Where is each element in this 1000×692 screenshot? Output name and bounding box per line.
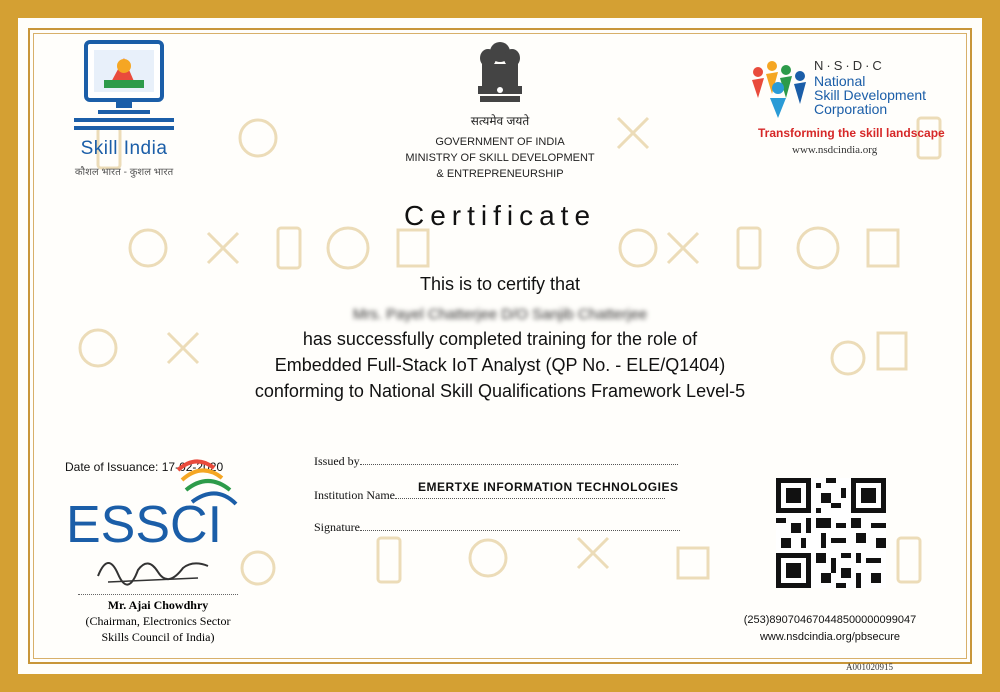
signature-label: Signature bbox=[314, 520, 360, 534]
certificate-body bbox=[18, 18, 982, 674]
signatory-name: Mr. Ajai Chowdhry bbox=[107, 598, 209, 612]
nsdc-logo-icon bbox=[748, 58, 808, 118]
nsdc-website: www.nsdcindia.org bbox=[792, 144, 878, 156]
essci-logo bbox=[66, 450, 256, 560]
completion-line: has successfully completed training for the role of bbox=[302, 329, 698, 349]
dotted-line bbox=[360, 454, 678, 465]
role-line: Embedded Full-Stack IoT Analyst (QP No. - ELE/Q1404) bbox=[274, 355, 726, 375]
ashoka-emblem-icon bbox=[470, 38, 530, 112]
skill-india-logo bbox=[64, 36, 184, 136]
institution-label: Institution Name bbox=[314, 488, 395, 502]
signature-image bbox=[88, 546, 218, 590]
nsdc-tagline: Transforming the skill landscape bbox=[758, 126, 945, 140]
nsdc-name bbox=[814, 74, 926, 116]
nsdc-name-line-1: National bbox=[814, 73, 866, 89]
qr-verification-code: (253)890704670448500000099047 bbox=[743, 614, 917, 626]
signatory-title-1: (Chairman, Electronics Sector bbox=[85, 614, 231, 628]
dotted-line bbox=[395, 488, 665, 499]
nsdc-name-line-3: Corporation bbox=[814, 101, 888, 117]
signatory-title-2: Skills Council of India) bbox=[101, 630, 215, 644]
issued-by-field bbox=[314, 454, 678, 469]
recipient-name: Mrs. Payel Chatterjee D/O Sanjib Chatterjee bbox=[352, 306, 648, 323]
qr-verification-url[interactable]: www.nsdcindia.org/pbsecure bbox=[759, 631, 901, 643]
govt-line-3: & ENTREPRENEURSHIP bbox=[436, 168, 564, 180]
institution-field bbox=[314, 488, 665, 503]
skill-india-name: Skill India bbox=[80, 138, 168, 159]
skill-india-tagline: कौशल भारत - कुशल भारत bbox=[74, 167, 174, 178]
nsqf-line: conforming to National Skill Qualifications Framework Level-5 bbox=[254, 381, 746, 401]
signature-line bbox=[78, 594, 238, 595]
qr-code-icon bbox=[776, 478, 886, 588]
certify-line: This is to certify that bbox=[419, 274, 581, 294]
govt-motto: सत्यमेव जयते bbox=[470, 114, 530, 128]
dotted-line bbox=[360, 520, 680, 531]
nsdc-acronym: N·S·D·C bbox=[814, 58, 885, 73]
certificate-title: Certificate bbox=[403, 200, 597, 231]
institution-name-value: EMERTXE INFORMATION TECHNOLOGIES bbox=[418, 480, 679, 494]
issue-date-value: 17-02-2020 bbox=[161, 460, 224, 474]
svg-text:ESSCI: ESSCI bbox=[66, 496, 223, 554]
issue-date-label: Date of Issuance: bbox=[65, 460, 159, 474]
govt-line-1: GOVERNMENT OF INDIA bbox=[435, 136, 565, 148]
issued-by-label: Issued by bbox=[314, 454, 360, 468]
nsdc-name-line-2: Skill Development bbox=[814, 87, 927, 103]
serial-number: A001020915 bbox=[846, 662, 893, 672]
govt-line-2: MINISTRY OF SKILL DEVELOPMENT bbox=[405, 152, 595, 164]
signature-field bbox=[314, 520, 680, 535]
